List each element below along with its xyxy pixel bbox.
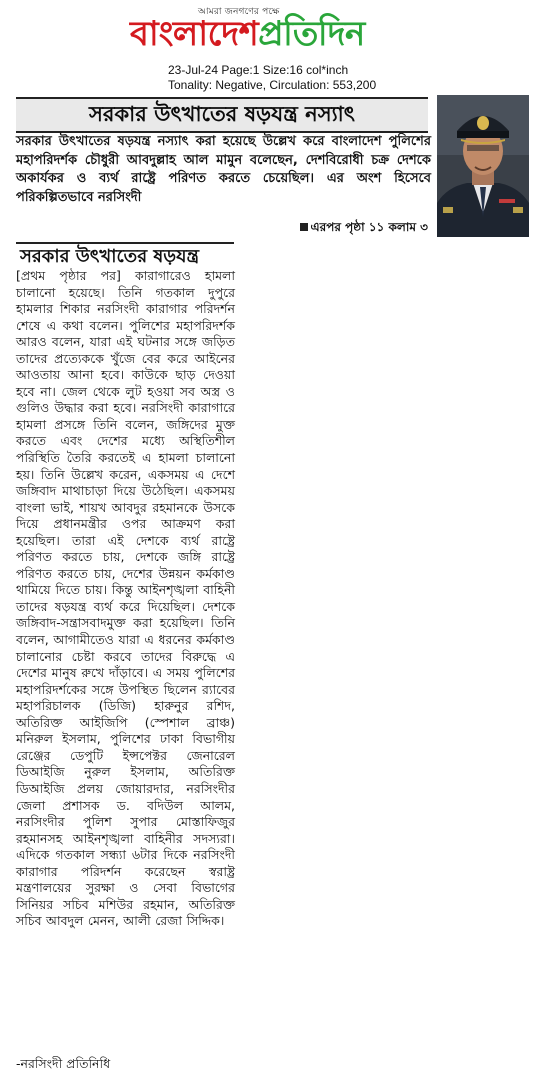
front-headline: সরকার উৎখাতের ষড়যন্ত্র নস্যাৎ: [89, 102, 355, 126]
article-body: [প্রথম পৃষ্ঠার পর] কারাগারেও হামলা চালানো হয়েছে। তিনি গতকাল দুপুরে হামলার শিকার নরসিংদী কারাগার পরিদর্শন শেষে এ কথা বলেন। পুলিশের মহাপরিদর্শক আরও বলেন, যারা এই ঘটনার সঙ্গে জড়িত তাদের প্রত্যেককে খুঁজে বের করে আইনের আওতায় আনা হবে। কাউকে ছাড় দেওয়া হবে না। জেল থেকে লুট হওয়া সব অস্ত্র ও গুলিও উদ্ধার করা হবে। নরসিংদী কারাগারে হামলা প্রসঙ্গে তিনি বলেন, জঙ্গিদের মুক্ত করতে এবং দেশের মধ্যে অস্থিতিশীল পরিস্থিতি তৈরি করতেই এ হামলা চালানো হয়। তিনি উল্লেখ করেন, একসময় এ দেশে জঙ্গিবাদ মাথাচাড়া দিয়ে উঠেছিল। একসময় বাংলা ভাই, শায়খ আবদুর রহমানকে উসকে দিয়ে প্রধানমন্ত্রীর ওপর আক্রমণ করা হয়েছিল। তারা এই দেশকে ব্যর্থ রাষ্ট্রে পরিণত করতে চায়, দেশকে জঙ্গি রাষ্ট্রে পরিণত করতে চায়, দেশের উন্নয়ন কর্মকাণ্ড থামিয়ে দিতে চায়। কিন্তু আইনশৃঙ্খলা বাহিনী তাদের ষড়যন্ত্র ব্যর্থ করে দিয়েছিল। দেশকে জঙ্গিবাদ-সন্ত্রাসবাদমুক্ত করা হয়েছিল। তিনি বলেন, আগামীতেও যারা এ ধরনের কর্মকাণ্ড চালানোর চেষ্টা করবে তাদের বিরুদ্ধে এ দেশের মানুষ রুখে দাঁড়াবে। এ সময় পুলিশের মহাপরিদর্শকের সঙ্গে উপস্থিত ছিলেন র‍্যাবের মহাপরিচালক (ডিজি) হারুনুর রশিদ, অতিরিক্ত আইজিপি (স্পেশাল ব্রাঞ্চ) মনিরুল ইসলাম, পুলিশের ঢাকা বিভাগীয় রেঞ্জের ডেপুটি ইন্সপেক্টর জেনারেল ডিআইজি নুরুল ইসলাম, অতিরিক্ত ডিআইজি প্রলয় জোয়ারদার, নরসিংদীর জেলা প্রশাসক ড. বদিউল আলম, নরসিংদীর পুলিশ সুপার মোস্তাফিজুর রহমানসহ আইনশৃঙ্খলা বাহিনীর সদস্যরা। এদিকে গতকাল সন্ধ্যা ৬টার দিকে নরসিংদী কারাগার পরিদর্শন করেছেন স্বরাষ্ট্র মন্ত্রণালয়ের সুরক্ষা ও সেবা বিভাগের সিনিয়র সচিব মশিউর রহমান, অতিরিক্ত সচিব আবদুল মেনন, আলী রেজা সিদ্দিক।: [16, 268, 235, 929]
article-byline: -নরসিংদী প্রতিনিধি: [16, 1056, 111, 1071]
clipping-meta-line-2: Tonality: Negative, Circulation: 553,200: [168, 78, 377, 92]
front-headline-box: [16, 97, 428, 133]
portrait-photo: [437, 95, 529, 237]
front-lead-paragraph: সরকার উৎখাতের ষড়যন্ত্র নস্যাৎ করা হয়েছে উল্লেখ করে বাংলাদেশ পুলিশের মহাপরিদর্শক চৌধুরী আবদুল্লাহ আল মামুন বলেছেন, দেশবিরোধী চক্র দেশকে অকার্যকর ও ব্যর্থ রাষ্ট্রে পরিণত করতে চেয়েছিল। এর অংশ হিসেবে পরিকল্পিতভাবে নরসিংদী: [16, 134, 431, 205]
clipping-meta: [168, 63, 376, 93]
continuation-note: [248, 220, 428, 235]
masthead: [0, 0, 533, 60]
article-title: সরকার উৎখাতের ষড়যন্ত্র: [20, 246, 200, 267]
logo-part-1: বাংলাদেশ: [130, 14, 259, 54]
clipping-meta-line-1: 23-Jul-24 Page:1 Size:16 col*inch: [168, 63, 349, 77]
continuation-text: এরপর পৃষ্ঠা ১১ কলাম ৩: [310, 220, 428, 234]
square-bullet-icon: [300, 223, 308, 231]
masthead-tagline: আমরা জনগণের পক্ষে: [198, 7, 280, 17]
logo-part-2: প্রতিদিন: [258, 14, 365, 54]
newspaper-logo: [130, 14, 365, 54]
article-header: [16, 242, 234, 270]
